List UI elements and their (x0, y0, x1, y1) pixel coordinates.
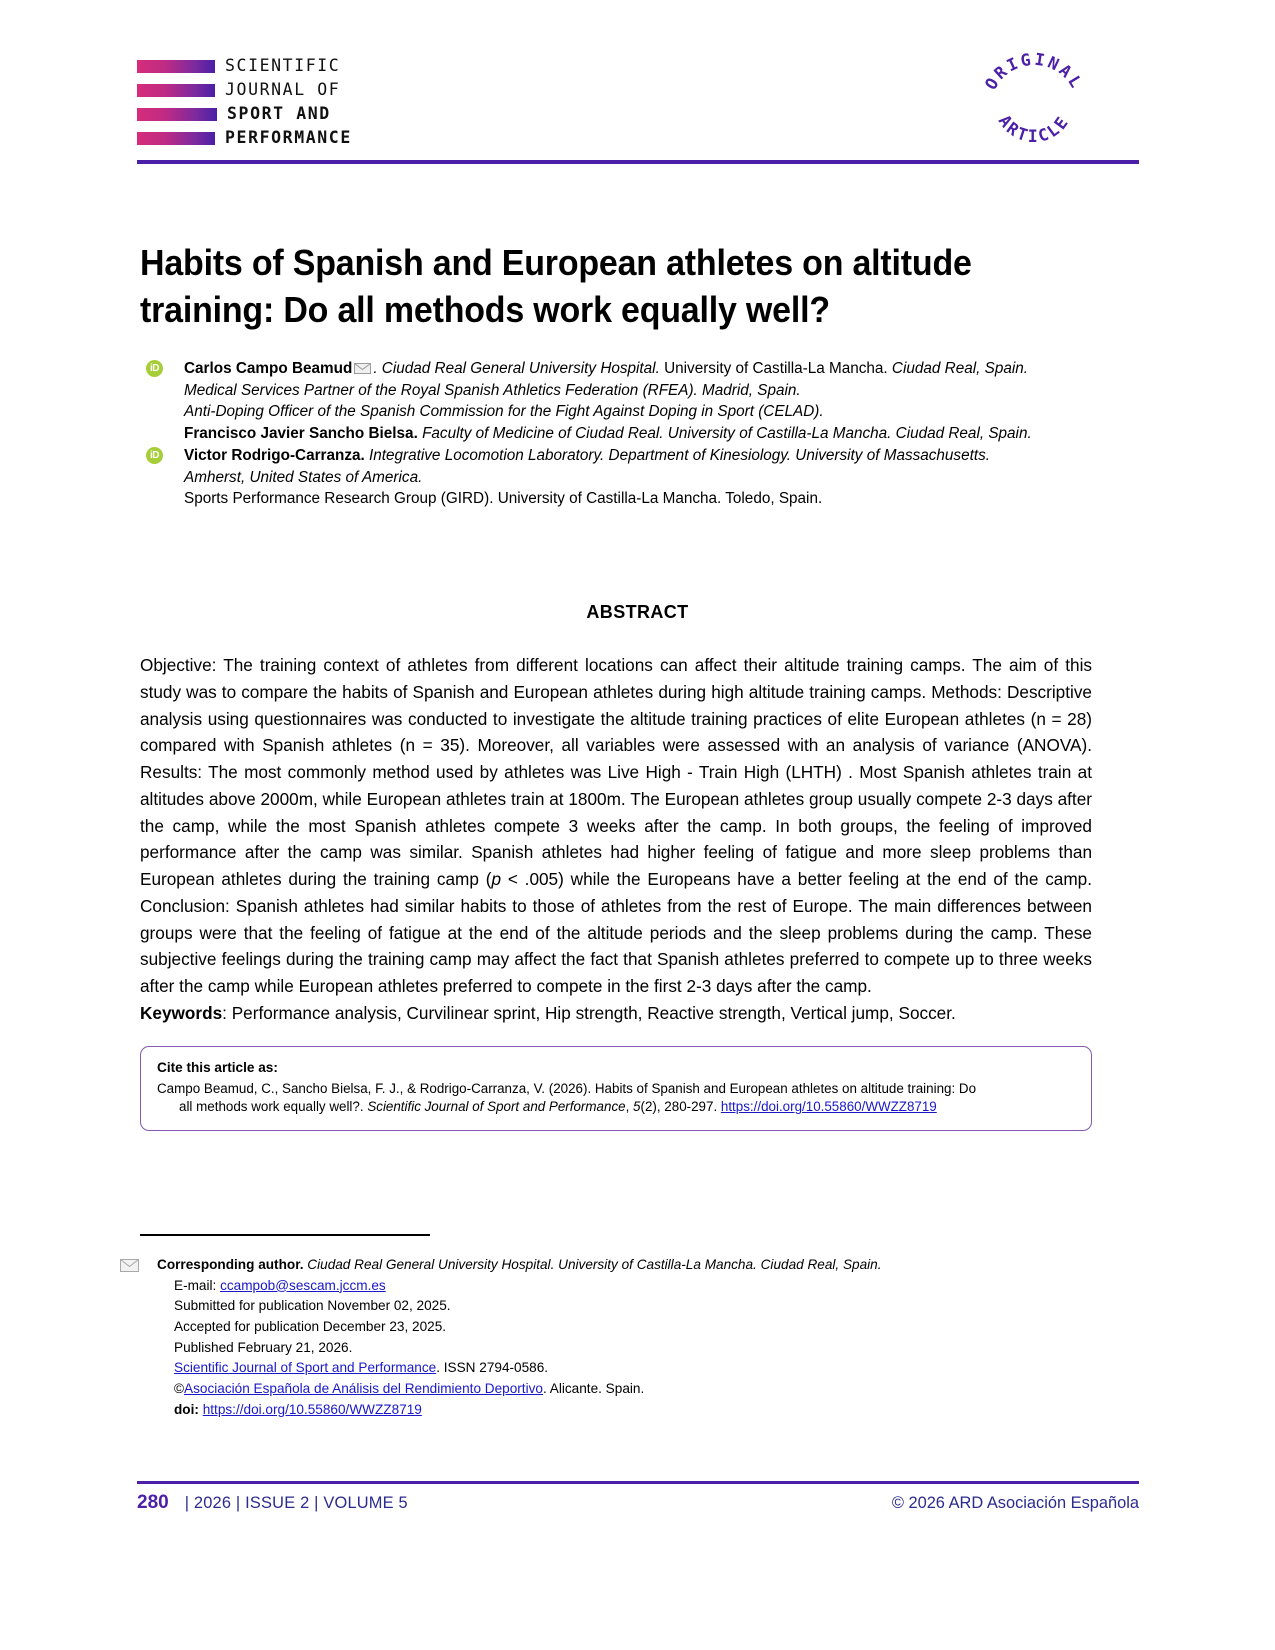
author-affiliation-b: University of Castilla-La Mancha. (663, 425, 892, 443)
cite-line-2 (157, 1098, 1075, 1117)
issn-text: . ISSN 2794-0586. (436, 1360, 549, 1376)
publisher-location: . Alicante. Spain. (542, 1380, 645, 1396)
author-name: Victor Rodrigo-Carranza. (184, 446, 365, 464)
footer-left-group (137, 1492, 408, 1514)
author-extra-line: Medical Services Partner of the Royal Spanish Athletics Federation (RFEA). Madrid, Spain. (184, 381, 801, 399)
logo-bar-icon (137, 60, 215, 73)
footer-copyright: © 2026 ARD Asociación Española (891, 1494, 1139, 1512)
abstract-part-2: < .005) while the Europeans have a better feeling at the end of the camp. Conclusion: Spanish athletes had similar habits to those of athletes from the rest of Europe. The main differences between groups were that the feeling of fatigue at the end of the altitude periods and the sleep problems during the camp. These subjective feelings during the training camp may affect the fact that Spanish athletes preferred to compete up to three weeks after the camp while European athletes preferred to compete in the first 2-3 days after the camp. (140, 869, 1093, 996)
masthead-line-4: PERFORMANCE (225, 127, 352, 147)
logo-row-3 (137, 103, 352, 125)
cite-this-article-box (140, 1046, 1092, 1131)
abstract-part-1: Objective: The training context of athletes from different locations can affect their altitude training camps. The aim of this study was to compare the habits of Spanish and European athletes during high altitude training camps. Methods: Descriptive analysis using questionnaires was conducted to investigate the altitude training practices of elite European athletes (n = 28) compared with Spanish athletes (n = 35). Moreover, all variables were assessed with an analysis of variance (ANOVA). Results: The most commonly method used by athletes was Live High - Train High (LHTH) . Most Spanish athletes train at altitudes above 2000m, while European athletes train at 1800m. The European athletes group usually compete 2-3 days after the camp, while the most Spanish athletes compete 3 weeks after the camp. In both groups, the feeling of improved performance after the camp was similar. Spanish athletes had higher feeling of fatigue and more sleep problems than European athletes during the training camp ( (140, 655, 1092, 889)
svg-text:ORIGINAL: ORIGINAL (981, 49, 1087, 94)
author-extra-line: Amherst, United States of America. (184, 468, 423, 486)
abstract-heading: ABSTRACT (586, 602, 689, 622)
footnote-divider (140, 1234, 430, 1236)
page-title: Habits of Spanish and European athletes on altitude training: Do all methods work equally well? (140, 242, 972, 330)
author-entry-3-line-3 (140, 488, 1092, 510)
author-affiliation-c: Ciudad Real, Spain. (887, 360, 1028, 377)
journal-link[interactable]: Scientific Journal of Sport and Performance (174, 1360, 437, 1376)
copyright-symbol: © (174, 1380, 185, 1396)
header-divider (137, 160, 1139, 164)
orcid-icon[interactable]: iD (146, 360, 163, 377)
author-entry-1-line-2 (140, 380, 1092, 402)
cite-volume: 5 (633, 1099, 641, 1115)
author-entry-1-line-3 (140, 401, 1092, 423)
page-number: 280 (137, 1492, 169, 1513)
email-line (140, 1276, 1080, 1297)
footer-divider (137, 1481, 1139, 1484)
svg-text:ARTICLE: ARTICLE (994, 111, 1074, 146)
envelope-icon (120, 1258, 139, 1271)
corresponding-author-affiliation: Ciudad Real General University Hospital. University of Castilla-La Mancha. Ciudad Real, Spain. (303, 1257, 882, 1272)
journal-issn-line (140, 1358, 1080, 1379)
issue-info: | 2026 | ISSUE 2 | VOLUME 5 (184, 1494, 408, 1512)
author-affiliation-b: University of Castilla-La Mancha. (659, 360, 888, 377)
corresponding-author-label: Corresponding author. (157, 1257, 304, 1272)
logo-bar-icon (137, 108, 217, 121)
envelope-icon[interactable] (354, 359, 371, 370)
masthead-line-1: SCIENTIFIC (225, 55, 341, 75)
journal-logo (137, 55, 352, 151)
doi-link[interactable]: https://doi.org/10.55860/WWZZ8719 (202, 1401, 422, 1417)
orcid-icon[interactable]: iD (146, 447, 163, 464)
submitted-line: Submitted for publication November 02, 2025. (174, 1298, 451, 1314)
masthead-line-3: SPORT AND (227, 103, 331, 123)
footnote-block (140, 1255, 1080, 1420)
keywords-value: : Performance analysis, Curvilinear sprint, Hip strength, Reactive strength, Vertical jump, Soccer. (222, 1002, 956, 1023)
author-extra-line: Anti-Doping Officer of the Spanish Commission for the Fight Against Doping in Sport (CELAD). (184, 403, 824, 421)
author-name: Francisco Javier Sancho Bielsa. (184, 425, 418, 443)
author-entry-1 (140, 358, 1092, 380)
cite-box-text (157, 1080, 1075, 1117)
publisher-line (140, 1379, 1080, 1400)
cite-line-2-c: (2), 280-297. (640, 1099, 721, 1115)
author-entry-3-line-2 (140, 467, 1092, 489)
logo-row-1 (137, 55, 352, 77)
doi-line (140, 1400, 1080, 1421)
corresponding-author-line (140, 1255, 1080, 1276)
cite-doi-link[interactable]: https://doi.org/10.55860/WWZZ8719 (720, 1099, 937, 1115)
author-affiliation-c: Ciudad Real, Spain. (891, 425, 1032, 443)
publisher-link[interactable]: Asociación Española de Análisis del Rendimiento Deportivo (184, 1380, 543, 1396)
cite-box-title: Cite this article as: (157, 1060, 278, 1075)
author-affiliation-a: . Ciudad Real General University Hospital. (373, 360, 660, 377)
email-link[interactable]: ccampob@sescam.jccm.es (220, 1277, 386, 1293)
cite-journal-name: Scientific Journal of Sport and Performance (367, 1099, 626, 1115)
author-entry-2 (140, 423, 1092, 445)
logo-row-4 (137, 127, 352, 149)
author-affiliation-a: Faculty of Medicine of Ciudad Real. (417, 425, 664, 443)
cite-line-2-a: all methods work equally well?. (179, 1099, 368, 1115)
author-extra-line: Sports Performance Research Group (GIRD). University of Castilla-La Mancha. Toledo, Spain. (184, 490, 823, 508)
author-entry-3 (140, 445, 1092, 467)
accepted-line: Accepted for publication December 23, 2025. (174, 1318, 447, 1334)
original-article-badge (975, 42, 1093, 160)
author-name: Carlos Campo Beamud (184, 360, 353, 377)
author-list (140, 358, 1092, 510)
abstract-body (140, 652, 1092, 1027)
logo-row-2 (137, 79, 352, 101)
page-footer (137, 1492, 1139, 1514)
author-affiliation-a: Integrative Locomotion Laboratory. Department of Kinesiology. University of Massachusetts. (364, 446, 990, 464)
abstract-italic-p: p (491, 869, 501, 889)
cite-line-2-b: , (625, 1099, 634, 1115)
cite-line-1: Campo Beamud, C., Sancho Bielsa, F. J., & Rodrigo-Carranza, V. (2026). Habits of Spanish and European athletes on altitude training: Do (157, 1080, 977, 1096)
published-line: Published February 21, 2026. (174, 1339, 353, 1355)
keywords-label: Keywords (140, 1002, 223, 1023)
logo-bar-icon (137, 84, 215, 97)
masthead-line-2: JOURNAL OF (225, 79, 341, 99)
email-label: E-mail: (174, 1277, 221, 1293)
logo-bar-icon (137, 132, 215, 145)
doi-label: doi: (174, 1401, 199, 1417)
